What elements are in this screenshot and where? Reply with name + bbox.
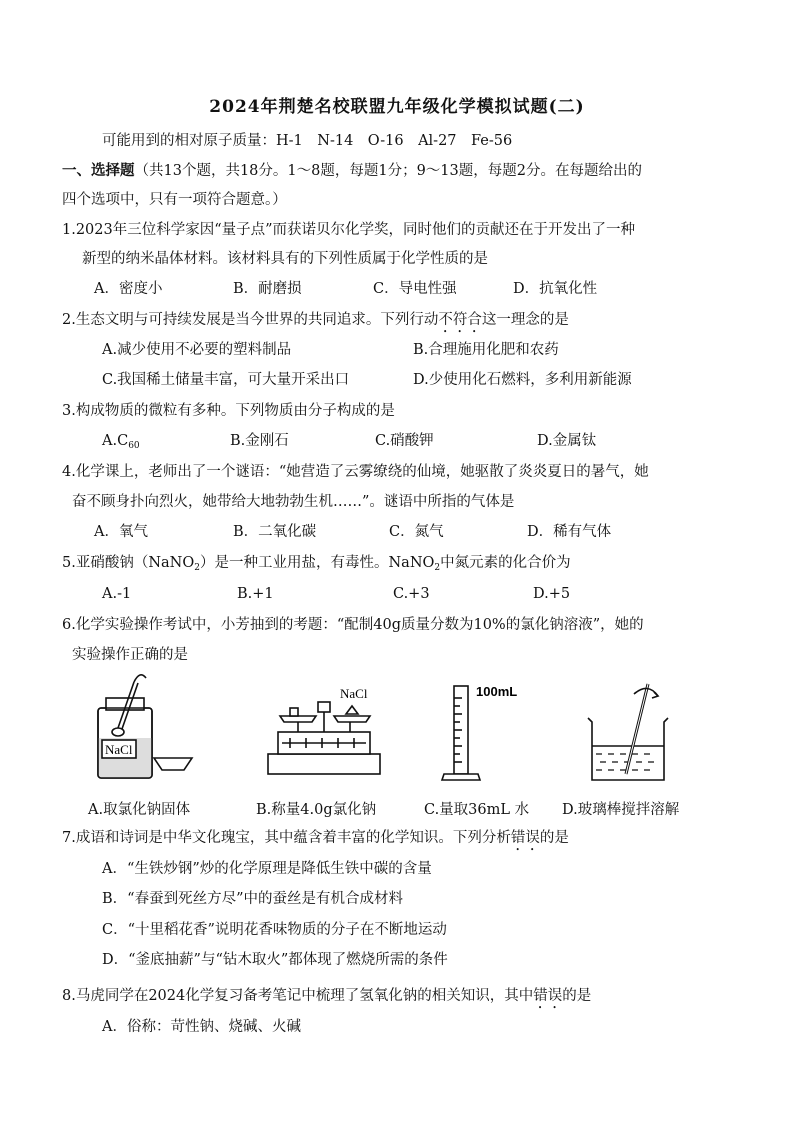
q5-stem-part-3: 中氮元素的化合价为: [440, 555, 571, 571]
figure-graduated-cylinder: [436, 676, 546, 786]
q4-option-a: A．氧气: [94, 524, 148, 540]
q7-stem-post: 的是: [539, 830, 569, 846]
section-intro-line-1: [62, 161, 642, 181]
figure-nacl-bottle: [88, 672, 248, 784]
q3-option-a-subscript: 60: [128, 441, 140, 451]
q5-option-d: D.+5: [533, 586, 571, 602]
page-title: 2024年荆楚名校联盟九年级化学模拟试题(二): [209, 97, 585, 117]
q4-option-d: D．稀有气体: [527, 524, 612, 540]
q3-option-b: B.金刚石: [230, 433, 289, 449]
section-heading: 一、选择题: [62, 162, 135, 179]
q5-option-a: A.-1: [102, 586, 132, 602]
label-cylinder-volume: 100mL: [476, 684, 518, 699]
q2-stem-post: 这一理念的是: [481, 312, 569, 328]
q8-stem-pre: 8.马虎同学在2024化学复习备考笔记中梳理了氢氧化钠的相关知识，其中: [62, 988, 534, 1004]
q7-option-b: B．“春蚕到死丝方尽”中的蚕丝是有机合成材料: [102, 891, 403, 907]
label-nacl-bottle: NaCl: [105, 742, 133, 757]
atomic-masses: 可能用到的相对原子质量：H-1 N-14 O-16 Al-27 Fe-56: [102, 133, 513, 149]
q6-caption-d: D.玻璃棒搅拌溶解: [562, 802, 680, 818]
q3-option-a-text: A.C: [102, 433, 129, 449]
q4-stem-1: 4.化学课上，老师出了一个谜语：“她营造了云雾缭绕的仙境，她驱散了炎炎夏日的暑气，她: [62, 464, 649, 480]
q8-stem-post: 的是: [562, 988, 592, 1004]
q7-option-c: C．“十里稻花香”说明花香味物质的分子在不断地运动: [102, 922, 447, 938]
q7-option-d: D．“釜底抽薪”与“钻木取火”都体现了燃烧所需的条件: [102, 952, 448, 968]
q4-stem-2: 奋不顾身扑向烈火，她带给大地勃勃生机……”。谜语中所指的气体是: [72, 494, 515, 510]
section-intro-line-2: 四个选项中，只有一项符合题意。）: [62, 192, 287, 208]
q4-option-c: C．氮气: [389, 524, 444, 540]
q6-caption-a: A.取氯化钠固体: [88, 802, 191, 818]
q7-stem-emphasis: 错误: [510, 830, 540, 846]
q8-stem-emphasis: 错误: [533, 988, 563, 1004]
q7-option-a: A．“生铁炒钢”炒的化学原理是降低生铁中碳的含量: [102, 861, 432, 877]
q2-option-d: D.少使用化石燃料，多利用新能源: [413, 372, 632, 388]
figure-beaker-stirring: [578, 674, 688, 786]
q2-option-a: A.减少使用不必要的塑料制品: [102, 342, 292, 358]
q1-stem-2: 新型的纳米晶体材料。该材料具有的下列性质属于化学性质的是: [82, 251, 488, 267]
q2-option-b: B.合理施用化肥和农药: [413, 342, 559, 358]
q8-stem: [62, 986, 591, 1012]
q2-stem: [62, 310, 569, 336]
label-nacl-scale: NaCl: [340, 686, 368, 701]
q5-option-b: B.+1: [237, 586, 274, 602]
q1-option-a: A．密度小: [94, 281, 163, 297]
q7-stem: [62, 828, 569, 854]
q5-option-c: C.+3: [393, 586, 430, 602]
q2-stem-pre: 2.生态文明与可持续发展是当今世界的共同追求。下列行动: [62, 312, 439, 328]
q3-stem: 3.构成物质的微粒有多种。下列物质由分子构成的是: [62, 403, 395, 419]
q1-option-c: C．导电性强: [373, 281, 457, 297]
q5-stem-part-2: ）是一种工业用盐，有毒性。NaNO: [199, 555, 435, 571]
q1-option-d: D．抗氧化性: [513, 281, 598, 297]
q7-stem-pre: 7.成语和诗词是中华文化瑰宝，其中蕴含着丰富的化学知识。下列分析: [62, 830, 511, 846]
q8-option-a: A．俗称：苛性钠、烧碱、火碱: [102, 1019, 301, 1035]
q5-subscript-1: 2: [194, 563, 200, 573]
figure-balance: [262, 680, 392, 784]
q3-option-d: D.金属钛: [537, 433, 597, 449]
q3-option-c: C.硝酸钾: [375, 433, 434, 449]
q2-stem-emphasis: 不符合: [438, 312, 482, 328]
section-intro: （共13个题，共18分。1～8题，每题1分；9～13题，每题2分。在每题给出的: [134, 163, 642, 179]
q6-stem-1: 6.化学实验操作考试中，小芳抽到的考题：“配制40g质量分数为10%的氯化钠溶液”，她的: [62, 617, 644, 633]
q6-caption-b: B.称量4.0g氯化钠: [256, 802, 377, 818]
q6-stem-2: 实验操作正确的是: [72, 647, 188, 663]
q2-option-c: C.我国稀土储量丰富，可大量开采出口: [102, 372, 350, 388]
q6-caption-c: C.量取36mL 水: [424, 802, 530, 818]
q1-stem-1: 1.2023年三位科学家因“量子点”而获诺贝尔化学奖，同时他们的贡献还在于开发出了一种: [62, 222, 636, 238]
q5-subscript-2: 2: [434, 563, 441, 573]
q5-stem: [62, 553, 571, 578]
q5-stem-part-1: 5.亚硝酸钠（NaNO: [62, 555, 195, 571]
q4-option-b: B．二氧化碳: [233, 524, 317, 540]
q1-option-b: B．耐磨损: [233, 281, 302, 297]
q3-option-a: [102, 431, 140, 456]
